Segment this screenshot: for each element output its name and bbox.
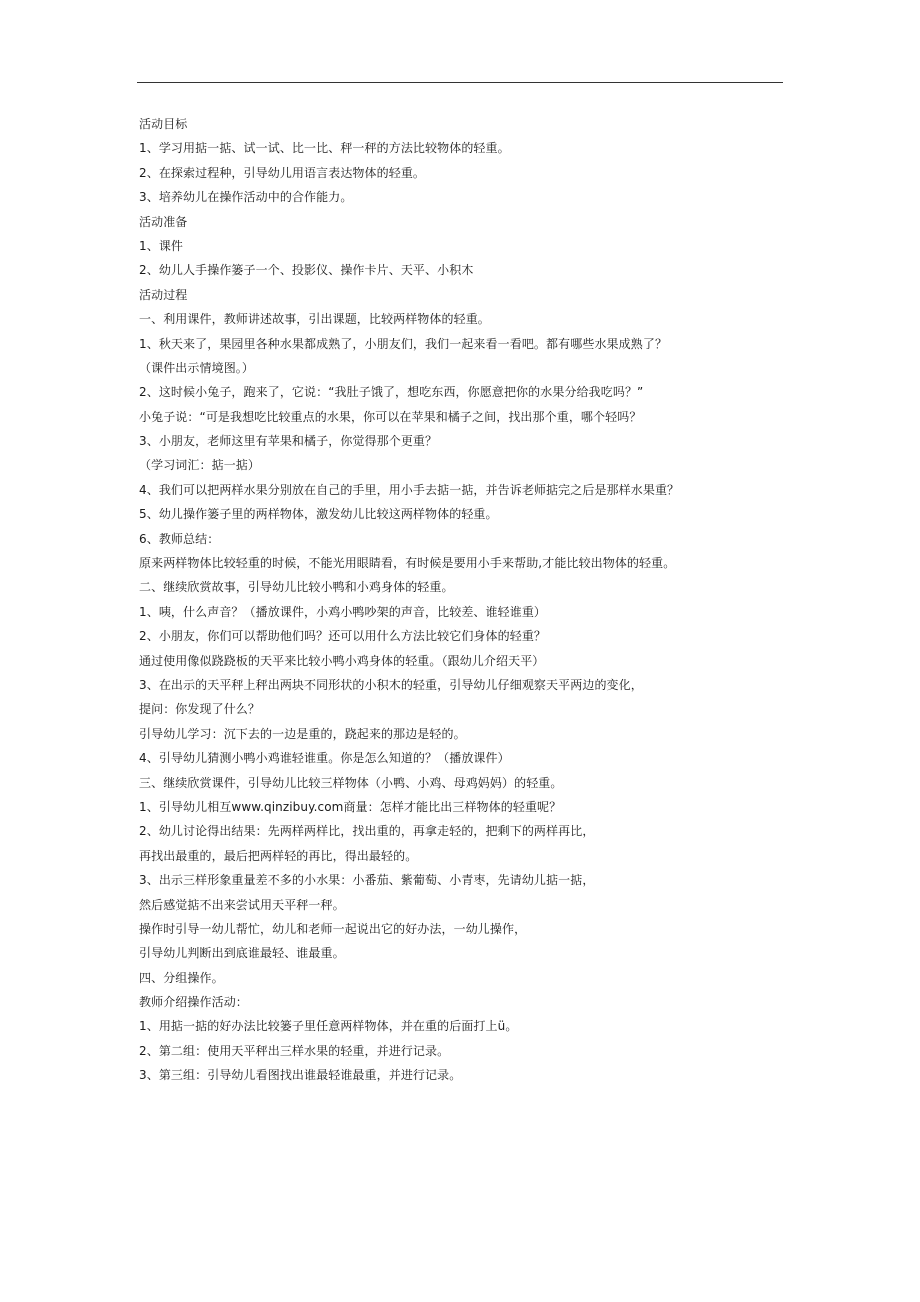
paragraph-line: 3、出示三样形象重量差不多的小水果：小番茄、紫葡萄、小青枣，先请幼儿掂一掂，: [139, 873, 595, 888]
paragraph-line: 1、课件: [139, 238, 184, 253]
paragraph-line: （课件出示情境图。）: [139, 360, 255, 375]
document-body: [139, 112, 779, 1088]
paragraph-line: 通过使用像似跷跷板的天平来比较小鸭小鸡身体的轻重。（跟幼儿介绍天平）: [139, 653, 545, 668]
paragraph-line: 小兔子说：“可是我想吃比较重点的水果，你可以在苹果和橘子之间，找出那个重，哪个轻吗？: [139, 409, 642, 424]
paragraph-line: 6、教师总结：: [139, 531, 220, 546]
paragraph-line: 3、在出示的天平秤上秤出两块不同形状的小积木的轻重，引导幼儿仔细观察天平两边的变化，: [139, 677, 643, 692]
paragraph-line: 2、在探索过程种，引导幼儿用语言表达物体的轻重。: [139, 165, 426, 180]
paragraph-line: 二、继续欣赏故事，引导幼儿比较小鸭和小鸡身体的轻重。: [139, 580, 454, 595]
section-heading-goals: 活动目标: [139, 117, 188, 131]
paragraph-line: 3、培养幼儿在操作活动中的合作能力。: [139, 190, 353, 205]
paragraph-line: 再找出最重的，最后把两样轻的再比，得出最轻的。: [139, 848, 418, 863]
paragraph-line: 一、利用课件，教师讲述故事，引出课题，比较两样物体的轻重。: [139, 312, 490, 327]
paragraph-line: 5、幼儿操作篓子里的两样物体，激发幼儿比较这两样物体的轻重。: [139, 507, 498, 522]
paragraph-line: 2、小朋友，你们可以帮助他们吗？还可以用什么方法比较它们身体的轻重？: [139, 629, 547, 644]
paragraph-line: 4、引导幼儿猜测小鸭小鸡谁轻谁重。你是怎么知道的？（播放课件）: [139, 751, 510, 766]
paragraph-line: 教师介绍操作活动：: [139, 995, 248, 1010]
paragraph-line: 1、学习用掂一掂、试一试、比一比、秤一秤的方法比较物体的轻重。: [139, 141, 510, 156]
paragraph-line: 1、咦，什么声音？（播放课件，小鸡小鸭吵架的声音，比较差、谁轻谁重）: [139, 604, 547, 619]
paragraph-line: 1、秋天来了，果园里各种水果都成熟了，小朋友们，我们一起来看一看吧。都有哪些水果成熟了？: [139, 336, 668, 351]
paragraph-line: 原来两样物体比较轻重的时候，不能光用眼睛看，有时候是要用小手来帮助,才能比较出物体的轻重。: [139, 556, 676, 571]
paragraph-line: 3、小朋友，老师这里有苹果和橘子，你觉得那个更重？: [139, 434, 438, 449]
paragraph-line: 三、继续欣赏课件，引导幼儿比较三样物体（小鸭、小鸡、母鸡妈妈）的轻重。: [139, 775, 563, 790]
paragraph-line: 操作时引导一幼儿帮忙，幼儿和老师一起说出它的好办法，一幼儿操作，: [139, 921, 527, 936]
paragraph-line: 4、我们可以把两样水果分别放在自己的手里，用小手去掂一掂，并告诉老师掂完之后是那样水果重？: [139, 482, 680, 497]
section-heading-process: 活动过程: [139, 287, 188, 302]
paragraph-line: 1、用掂一掂的好办法比较篓子里任意两样物体，并在重的后面打上ü。: [139, 1019, 518, 1034]
paragraph-line: 2、幼儿人手操作篓子一个、投影仪、操作卡片、天平、小积木: [139, 263, 474, 278]
paragraph-line: （学习词汇：掂一掂）: [139, 458, 261, 473]
paragraph-line: 2、幼儿讨论得出结果：先两样两样比，找出重的，再拿走轻的，把剩下的两样再比，: [139, 824, 595, 839]
paragraph-line: 1、引导幼儿相互www.qinzibuy.com商量：怎样才能比出三样物体的轻重呢？: [139, 799, 562, 814]
paragraph-line: 引导幼儿判断出到底谁最轻、谁最重。: [139, 946, 345, 961]
paragraph-line: 2、第二组：使用天平秤出三样水果的轻重，并进行记录。: [139, 1043, 450, 1058]
header-rule: [137, 82, 783, 83]
paragraph-line: 2、这时候小兔子，跑来了，它说：“我肚子饿了，想吃东西，你愿意把你的水果分给我吃吗？”: [139, 385, 644, 400]
paragraph-line: 然后感觉掂不出来尝试用天平秤一秤。: [139, 897, 345, 912]
paragraph-line: 四、分组操作。: [139, 970, 224, 985]
paragraph-line: 引导幼儿学习：沉下去的一边是重的，跷起来的那边是轻的。: [139, 726, 466, 741]
section-heading-preparation: 活动准备: [139, 214, 188, 229]
paragraph-line: 提问：你发现了什么？: [139, 702, 261, 717]
paragraph-line: 3、第三组：引导幼儿看图找出谁最轻谁最重，并进行记录。: [139, 1068, 462, 1083]
